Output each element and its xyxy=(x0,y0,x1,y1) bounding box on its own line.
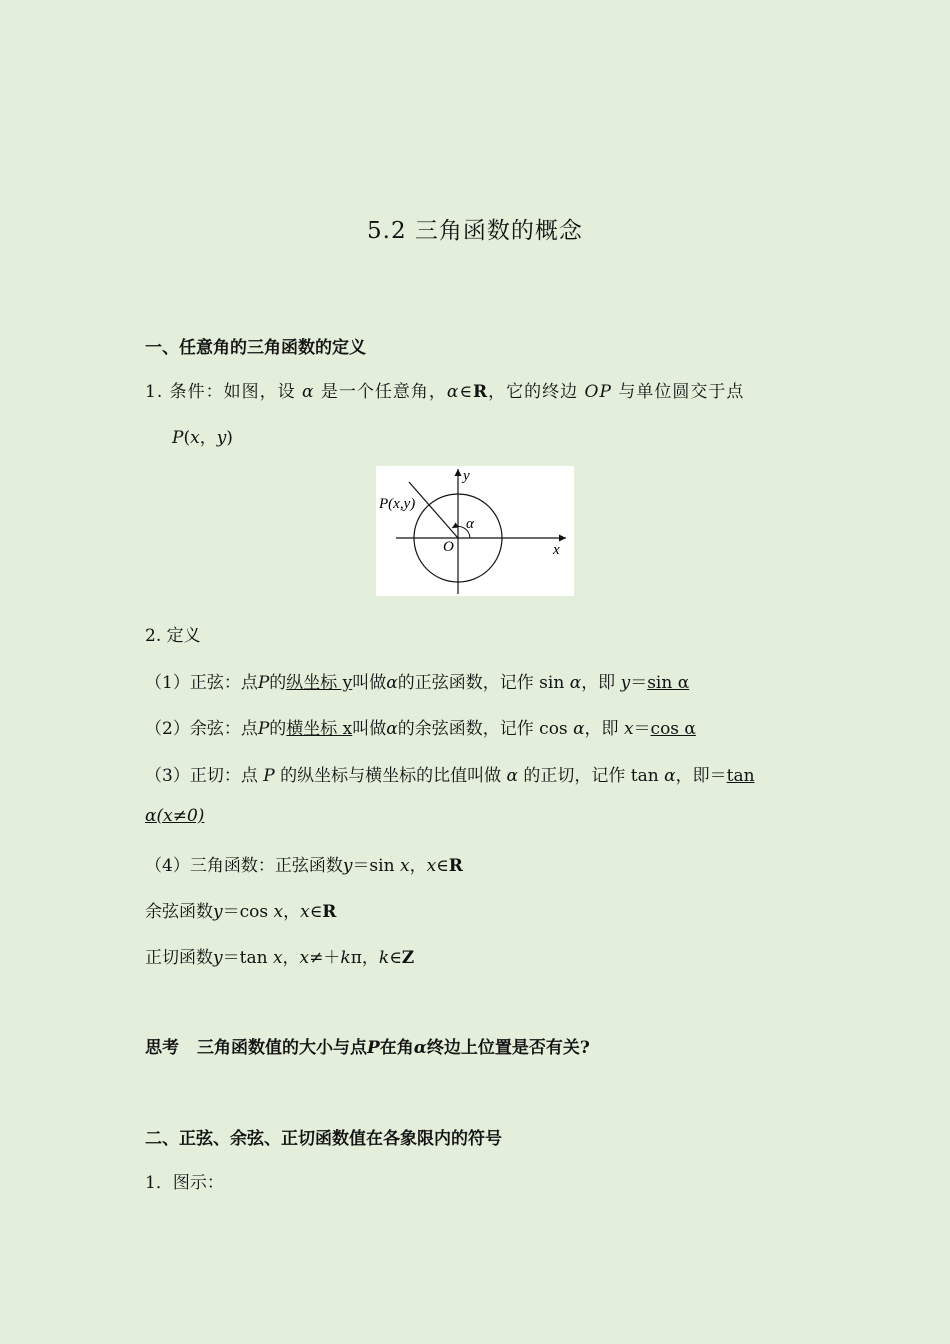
definition-heading: 2. 定义 xyxy=(145,626,201,646)
var-y: y xyxy=(342,856,353,876)
comma: ， xyxy=(282,948,300,968)
condition-rest: ，它的终边 xyxy=(488,382,579,402)
section2-heading: 二、正弦、余弦、正切函数值在各象限内的符号 xyxy=(145,1129,502,1149)
alpha-label: α xyxy=(466,516,474,532)
def-sine-text3: ，即 xyxy=(581,673,616,693)
alpha-symbol: α xyxy=(506,766,518,786)
paren-close: ) xyxy=(226,428,233,448)
x-axis-label: x xyxy=(553,542,560,558)
def-tangent-prefix: （3）正切：点 xyxy=(145,766,258,786)
section2-item1: 1．图示： xyxy=(145,1173,224,1193)
cosine-eq: ＝cos xyxy=(222,902,269,922)
point-p: P xyxy=(263,766,275,786)
alpha-symbol: α xyxy=(569,673,582,693)
alpha-symbol: α xyxy=(413,1038,427,1058)
element-of: ∈ xyxy=(309,902,323,922)
unit-circle-svg xyxy=(376,466,574,596)
alpha-symbol: α xyxy=(446,382,460,402)
think-question xyxy=(145,1033,590,1058)
trig-functions-prefix: （4）三角函数：正弦函数 xyxy=(145,856,343,876)
def-cosine-prefix: （2）余弦：点 xyxy=(145,719,258,739)
def-cosine-mid: 的 xyxy=(269,719,287,739)
integer-set: Z xyxy=(401,948,415,968)
def-cosine-text2: 的余弦函数，记作 cos xyxy=(397,719,568,739)
condition-line xyxy=(145,377,744,402)
def-cosine-text3: ，即 xyxy=(584,719,619,739)
sine-eq: ＝sin xyxy=(352,856,395,876)
sine-answer: sin α xyxy=(647,673,690,693)
point-p-label: P(x,y) xyxy=(379,496,416,512)
paren-open: ( xyxy=(183,428,191,448)
tangent-answer-part2: α(x≠0) xyxy=(145,806,205,826)
cosine-answer: cos α xyxy=(650,719,696,739)
def-cosine-text1: 叫做 xyxy=(352,719,387,739)
def-tangent-text1: 的纵坐标与横坐标的比值叫做 xyxy=(280,766,502,786)
condition-text: 是一个任意角， xyxy=(320,382,447,402)
pi-symbol: π xyxy=(350,948,362,968)
comma: ， xyxy=(199,428,217,448)
tangent-function-line xyxy=(145,943,414,968)
coord-y: y xyxy=(216,428,227,448)
equals: ＝ xyxy=(633,719,651,739)
def-tangent-text3: ，即＝ xyxy=(675,766,727,786)
element-of: ∈ xyxy=(436,856,449,876)
def-sine-prefix: （1）正弦：点 xyxy=(145,673,258,693)
var-k: k xyxy=(378,948,390,968)
comma: ， xyxy=(283,902,301,922)
terminal-side-op: OP xyxy=(584,382,612,402)
alpha-symbol: α xyxy=(386,673,398,693)
real-set: R xyxy=(473,382,489,402)
coord-x: x xyxy=(190,428,200,448)
var-y: y xyxy=(213,948,223,968)
var-x: x xyxy=(272,948,283,968)
sine-underlined-answer: 纵坐标 y xyxy=(286,673,353,693)
page-title: 5.2 三角函数的概念 xyxy=(367,218,583,244)
var-y: y xyxy=(620,673,631,693)
def-sine xyxy=(145,668,689,693)
think-text1: 三角函数值的大小与点 xyxy=(197,1038,367,1058)
element-of: ∈ xyxy=(459,382,473,402)
condition-prefix: 1. 条件：如图，设 xyxy=(145,382,296,402)
def-trig-functions xyxy=(145,851,463,876)
def-sine-mid: 的 xyxy=(269,673,287,693)
cosine-function-prefix: 余弦函数 xyxy=(145,902,213,922)
origin-label: O xyxy=(443,539,454,555)
tangent-function-prefix: 正切函数 xyxy=(145,948,213,968)
point-p: P xyxy=(257,673,270,693)
element-of: ∈ xyxy=(389,948,402,968)
point-p: P xyxy=(367,1038,380,1058)
alpha-symbol: α xyxy=(573,719,585,739)
alpha-symbol: α xyxy=(302,382,315,402)
not-equal-plus: ≠＋ xyxy=(309,948,341,968)
section1-heading: 一、任意角的三角函数的定义 xyxy=(145,338,366,358)
comma: ， xyxy=(361,948,379,968)
var-x: x xyxy=(299,948,310,968)
var-x: x xyxy=(399,856,410,876)
real-set: R xyxy=(448,856,463,876)
var-k: k xyxy=(340,948,351,968)
alpha-symbol: α xyxy=(664,766,676,786)
var-x: x xyxy=(273,902,284,922)
y-axis-label: y xyxy=(463,468,470,484)
def-tangent-text2: 的正切，记作 tan xyxy=(523,766,659,786)
point-p-line xyxy=(172,423,233,448)
tangent-answer-part1: tan xyxy=(726,766,755,786)
think-text2: 在角 xyxy=(379,1038,414,1058)
equals: ＝ xyxy=(630,673,648,693)
unit-circle-figure xyxy=(376,466,574,596)
think-text3: 终边上位置是否有关? xyxy=(426,1038,590,1058)
point-p: P xyxy=(172,428,184,448)
terminal-side xyxy=(409,482,458,538)
def-sine-text2: 的正弦函数，记作 sin xyxy=(397,673,565,693)
var-x: x xyxy=(300,902,310,922)
def-cosine xyxy=(145,714,696,739)
var-x: x xyxy=(426,856,437,876)
tangent-eq: ＝tan xyxy=(222,948,268,968)
cosine-function-line xyxy=(145,897,336,922)
comma: ， xyxy=(409,856,427,876)
def-sine-text1: 叫做 xyxy=(352,673,387,693)
point-p: P xyxy=(257,719,270,739)
think-label: 思考 xyxy=(145,1038,179,1058)
alpha-symbol: α xyxy=(386,719,398,739)
condition-tail: 与单位圆交于点 xyxy=(618,382,745,402)
var-y: y xyxy=(213,902,223,922)
def-tangent xyxy=(145,761,755,786)
var-x: x xyxy=(623,719,634,739)
cosine-underlined-answer: 横坐标 x xyxy=(286,719,353,739)
def-tangent-cont xyxy=(145,806,204,826)
real-set: R xyxy=(322,902,337,922)
